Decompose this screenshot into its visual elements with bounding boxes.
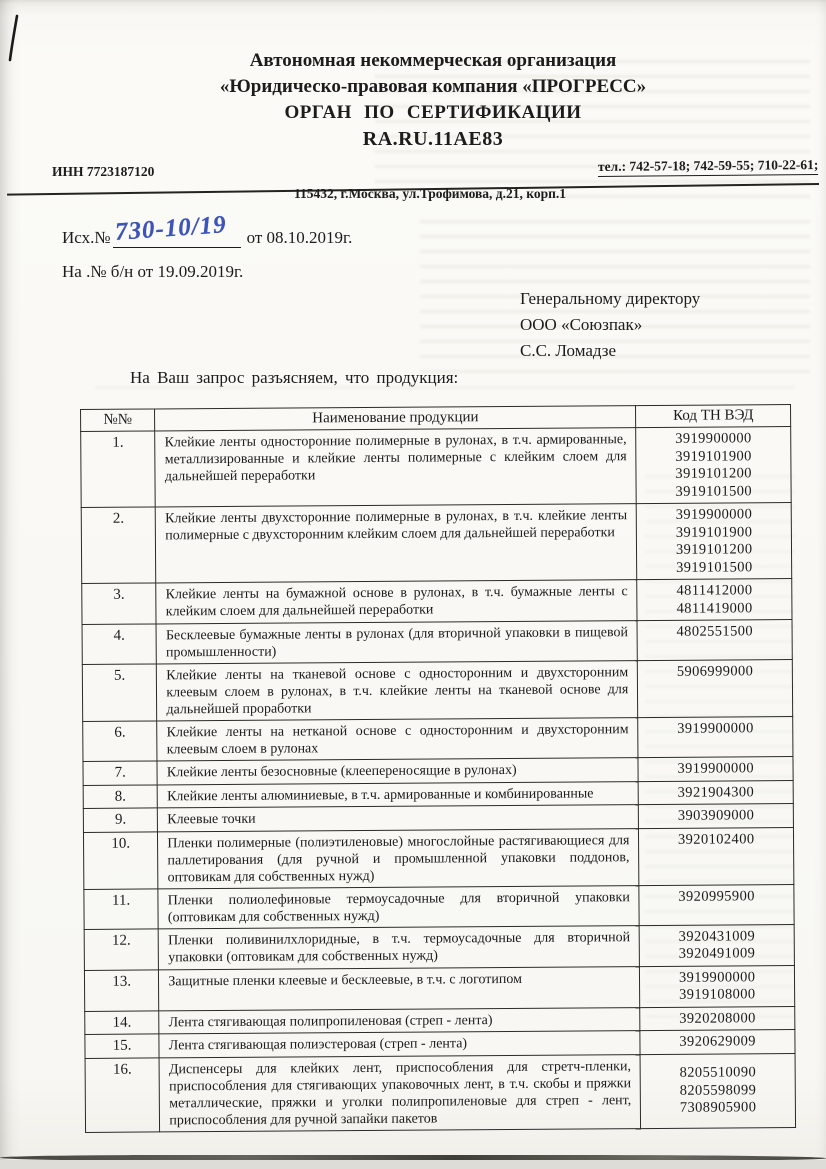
- customs-code-cell: 3920102400: [639, 827, 794, 885]
- column-header-number: №№: [81, 409, 155, 432]
- scan-edge-top: [0, 0, 826, 13]
- row-number-cell: 16.: [85, 1057, 160, 1132]
- postal-address: 115432, г.Москва, ул.Трофимова, д.21, корп.1: [293, 186, 567, 201]
- row-number-cell: 8.: [83, 784, 157, 808]
- row-number-cell: 15.: [85, 1034, 159, 1058]
- intro-sentence: На Ваш запрос разъясняем, что продукция:: [130, 368, 459, 387]
- products-table: [80, 404, 796, 1132]
- row-number-cell: 3.: [82, 583, 157, 625]
- customs-code-cell: 3920431009 3920491009: [639, 924, 794, 966]
- row-number-cell: 11.: [84, 888, 159, 929]
- customs-code-cell: 3921904300: [638, 780, 793, 805]
- customs-code-cell: 3903909000: [639, 804, 794, 829]
- table-body: [81, 427, 796, 1132]
- row-number-cell: 14.: [85, 1010, 159, 1034]
- product-name-cell: Клейкие ленты двухсторонние полимерные в рулонах, в т.ч. клейкие ленты полимерные с двухсторонним клейким слоем для дальнейшей переработки: [156, 504, 638, 583]
- product-name-cell: Клейкие ленты на бумажной основе в рулонах, в т.ч. бумажные ленты с клейким слоем для дальнейшей переработки: [156, 580, 637, 624]
- table-row: [82, 579, 792, 625]
- customs-code-cell: 3919900000 3919101900 3919101200 3919101500: [637, 503, 792, 580]
- org-name-line1: Автономная некоммерческая организация: [249, 50, 617, 71]
- customs-code-cell: 3919900000 3919108000: [640, 965, 795, 1007]
- handwritten-outgoing-number: 730-10/19: [113, 211, 228, 246]
- customs-code-cell: 3920995900: [639, 884, 794, 925]
- product-name-cell: Клейкие ленты на тканевой основе с односторонним и двухсторонним клеевым слоем в рулонах, в т.ч. клейкие ленты на тканевой основе для дальнейшей проработки: [157, 661, 638, 721]
- row-number-cell: 13.: [84, 969, 159, 1011]
- row-number-cell: 10.: [83, 831, 158, 889]
- product-name-cell: Пленки полиолефиновые термоусадочные для вторичной упаковки (оптовикам для собственных нужд): [158, 885, 639, 928]
- table-row: [84, 884, 794, 929]
- customs-code-cell: 3919900000 3919101900 3919101200 3919101500: [636, 427, 791, 504]
- row-number-cell: 4.: [82, 624, 157, 665]
- product-name-cell: Пленки поливинилхлоридные, в т.ч. термоусадочные для вторичной упаковки (оптовикам для собственных нужд): [158, 925, 639, 969]
- table-row: [83, 827, 793, 889]
- table-row: [82, 660, 792, 722]
- row-number-cell: 2.: [81, 507, 156, 584]
- table-row: [83, 717, 793, 762]
- customs-code-cell: 3920629009: [640, 1029, 795, 1054]
- product-name-cell: Клейкие ленты на нетканой основе с односторонним и двухсторонним клеевым слоем в рулонах: [157, 718, 638, 761]
- row-number-cell: 6.: [83, 721, 158, 762]
- outgoing-ref-prefix: Исх.№: [62, 228, 111, 247]
- table-row: [81, 427, 792, 508]
- row-number-cell: 12.: [84, 928, 159, 970]
- recipient-person: С.С. Ломадзе: [520, 341, 617, 360]
- outgoing-ref-blank: [113, 211, 241, 248]
- product-name-cell: Клейкие ленты безосновные (клеепереносящие в рулонах): [157, 758, 638, 785]
- product-name-cell: Диспенсеры для клейких лент, приспособления для стретч-пленки, приспособления для стягивающих упаковочных лент, в т.ч. скобы и пряжки металлические, пряжки и уголки полипропиленовые для стреп - лент, приспособления для ручной запайки пакетов: [159, 1054, 641, 1131]
- recipient-company: ООО «Союзпак»: [520, 315, 643, 334]
- outgoing-ref-date: от 08.10.2019г.: [246, 228, 353, 247]
- recipient-title: Генеральному директору: [520, 289, 701, 308]
- letterhead: [0, 48, 826, 153]
- customs-code-cell: 4802551500: [637, 620, 792, 661]
- product-name-cell: Лента стягивающая полипропиленовая (стреп - лента): [159, 1007, 640, 1034]
- table-row: [85, 1053, 795, 1132]
- product-name-cell: Клейкие ленты односторонние полимерные в рулонах, в т.ч. армированные, металлизированные и клейкие ленты полимерные с клейким слоем для дальнейшей переработки: [155, 428, 637, 507]
- customs-code-cell: 8205510090 8205598099 7308905900: [640, 1053, 795, 1128]
- products-table-wrapper: [80, 404, 797, 1132]
- org-name-line3: ОРГАН ПО СЕРТИФИКАЦИИ: [284, 102, 582, 123]
- scan-edge-below: [0, 1160, 826, 1169]
- product-name-cell: Лента стягивающая полиэстеровая (стреп - лента): [159, 1031, 640, 1058]
- table-row: [84, 965, 794, 1011]
- product-name-cell: Клейкие ленты алюминиевые, в т.ч. армированные и комбинированные: [157, 781, 638, 808]
- row-number-cell: 7.: [83, 761, 157, 785]
- table-row: [84, 924, 794, 970]
- phone-numbers: тел.: 742-57-18; 742-59-55; 710-22-61;: [598, 157, 819, 177]
- table-row: [81, 503, 792, 584]
- product-name-cell: Бесклеевые бумажные ленты в рулонах (для вторичной упаковки в пищевой промышленности): [156, 621, 637, 664]
- product-name-cell: Клеевые точки: [158, 805, 639, 832]
- product-name-cell: Защитные пленки клеевые и бесклеевые, в т.ч. с логотипом: [159, 966, 640, 1010]
- inn-number: ИНН 7723187120: [52, 164, 155, 179]
- incoming-reference-line: На .№ б/н от 19.09.2019г.: [62, 262, 244, 281]
- customs-code-cell: 3919900000: [638, 717, 793, 758]
- row-number-cell: 5.: [82, 664, 157, 722]
- product-name-cell: Пленки полимерные (полиэтиленовые) многослойные растягивающиеся для паллетирования (для ручной и промышленной упаковки поддонов, оптовикам для собственных нужд): [158, 828, 639, 888]
- row-number-cell: 1.: [81, 431, 156, 508]
- customs-code-cell: 4811412000 4811419000: [637, 579, 792, 621]
- certification-body-code: RA.RU.11AE83: [362, 128, 504, 150]
- outgoing-reference-line: [62, 211, 353, 248]
- table-row: [82, 620, 792, 665]
- org-name-line2: «Юридическо-правовая компания «ПРОГРЕСС»: [219, 76, 647, 97]
- customs-code-cell: 3919900000: [638, 757, 793, 782]
- row-number-cell: 9.: [83, 808, 157, 832]
- column-header-product-name: Наименование продукции: [155, 406, 636, 431]
- column-header-customs-code: Код ТН ВЭД: [636, 405, 791, 428]
- customs-code-cell: 3920208000: [640, 1006, 795, 1031]
- recipient-block: [520, 286, 700, 364]
- customs-code-cell: 5906999000: [638, 660, 793, 718]
